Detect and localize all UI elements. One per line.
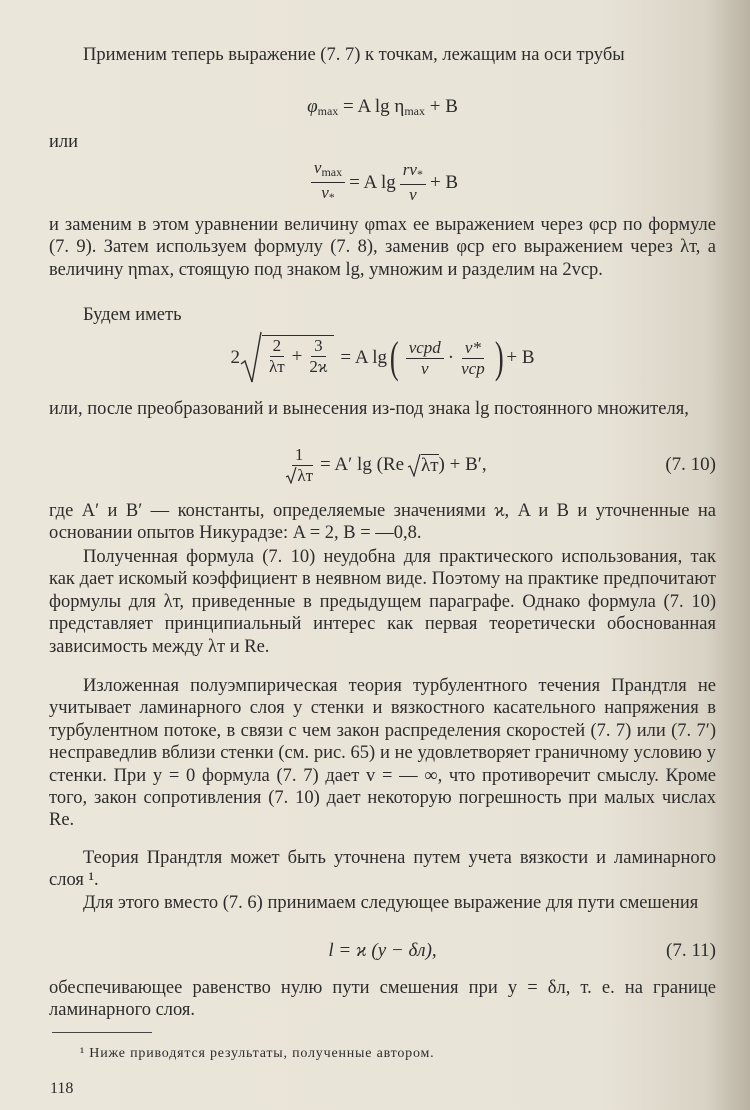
eq-subscript: max	[404, 104, 426, 118]
equation-number: (7. 10)	[665, 454, 716, 475]
left-paren-icon: (	[389, 333, 399, 382]
eq-operator: ·	[447, 347, 455, 368]
eq-operator: +	[291, 345, 303, 367]
equation-phi-max	[49, 96, 716, 119]
eq-body: = A lg η	[343, 96, 405, 117]
paragraph-text: или	[49, 132, 79, 152]
eq-symbol: v*	[464, 337, 481, 357]
eq-subscript: *	[416, 167, 423, 181]
paragraph-intro	[49, 44, 716, 66]
eq-symbol: λт	[421, 454, 439, 476]
eq-subscript: max	[317, 104, 339, 118]
eq-symbol: 2ϰ	[309, 357, 328, 376]
paragraph-substitution	[49, 214, 716, 281]
paragraph-formula-inconvenient	[49, 546, 716, 658]
eq-tail: + B	[506, 347, 535, 368]
paragraph-after-transform	[49, 398, 716, 420]
eq-tail: + B	[429, 171, 459, 193]
eq-symbol: φ	[307, 96, 318, 117]
fraction	[306, 336, 330, 377]
paragraph-text: и заменим в этом уравнении величину φmax ее выражением через φср по формуле (7. 9). Затем используем формулу (7. 8), заменив φср его выражением через λт, а величину ηmax, стоящую под знаком lg, умножим и разделим на 2vср.	[49, 215, 716, 280]
equation-sqrt-formula	[49, 328, 716, 388]
eq-subscript: max	[321, 165, 343, 179]
eq-symbol: vсрd	[408, 337, 441, 357]
eq-symbol: v	[321, 183, 329, 202]
eq-subscript: *	[328, 190, 335, 204]
eq-symbol: v	[313, 158, 322, 177]
eq-symbol: 3	[311, 336, 326, 357]
fraction	[282, 445, 316, 486]
radical-content	[262, 335, 334, 377]
paragraph-text: Теория Прандтля может быть уточнена путем учета вязкости и ламинарного слоя ¹.	[49, 848, 716, 891]
equation-7-10	[49, 442, 716, 488]
eq-body: l = ϰ (y − δл),	[328, 940, 437, 961]
paragraph-refinement	[49, 847, 716, 892]
fraction	[458, 338, 488, 379]
eq-body: = A′ lg (Re	[320, 454, 405, 475]
page-number: 118	[50, 1080, 74, 1097]
radical-sign-icon	[240, 330, 262, 386]
eq-symbol: 2	[270, 336, 285, 357]
equation-7-11	[49, 940, 716, 962]
eq-symbol: ν	[420, 358, 429, 378]
eq-symbol: ν	[409, 185, 417, 204]
paragraph-text: или, после преобразований и вынесения из-под знака lg постоянного множителя,	[49, 399, 689, 419]
eq-body: = A lg	[349, 171, 396, 193]
paragraph-mixing-length	[49, 892, 716, 914]
paragraph-text: Для этого вместо (7. 6) принимаем следующее выражение для пути смешения	[83, 893, 699, 913]
paragraph-constants	[49, 500, 716, 545]
eq-tail: ) + B′,	[438, 454, 487, 475]
fraction	[311, 158, 345, 207]
eq-symbol: 2	[230, 347, 240, 368]
fraction	[406, 338, 444, 379]
eq-symbol: λт	[297, 465, 313, 485]
eq-tail: + B	[429, 96, 458, 117]
paragraph-prandtl-theory	[49, 675, 716, 832]
paragraph-text: Применим теперь выражение (7. 7) к точкам, лежащим на оси трубы	[83, 45, 625, 65]
paragraph-boundary	[49, 977, 716, 1022]
paragraph-text: Будем иметь	[83, 305, 182, 325]
footnote: ¹ Ниже приводятся результаты, полученные автором.	[80, 1046, 435, 1061]
radical-sign-icon	[407, 453, 421, 477]
eq-symbol: 1	[292, 445, 307, 466]
eq-symbol: λт	[268, 357, 285, 376]
eq-body: = A lg	[340, 347, 388, 368]
paragraph-text: Изложенная полуэмпирическая теория турбулентного течения Прандтля не учитывает ламинарного слоя у стенки и вязкостного касательного напряжения в турбулентном потоке, в связи с чем закон распределения скоростей (7. 7) или (7. 7′) несправедлив вблизи стенки (см. рис. 65) и не удовлетворяет граничному условию у стенки. При y = 0 формула (7. 7) дает v = — ∞, что противоречит смыслу. Кроме того, закон сопротивления (7. 10) дает некоторую погрешность при малых числах Re.	[49, 676, 716, 831]
right-paren-icon: )	[494, 333, 504, 382]
footnote-divider	[52, 1032, 152, 1033]
paragraph-we-get	[49, 304, 716, 326]
fraction	[400, 160, 426, 205]
radical-sign-icon	[285, 466, 297, 484]
paragraph-text: где A′ и B′ — константы, определяемые значениями ϰ, A и B и уточненные на основании опытов Никурадзе: A = 2, B = —0,8.	[49, 501, 716, 544]
eq-symbol: rv	[402, 160, 417, 179]
sqrt-denominator	[282, 466, 316, 486]
eq-symbol: vср	[461, 358, 485, 378]
fraction	[266, 336, 288, 377]
equation-velocity-max	[49, 158, 716, 207]
paragraph-or	[49, 131, 716, 153]
paragraph-text: Полученная формула (7. 10) неудобна для практического использования, так как дает искомый коэффициент в неявном виде. Поэтому на практике предпочитают формулы для λт, приведенные в предыдущем параграфе. Однако формула (7. 10) представляет принципиальный интерес как первая теоретически обоснованная зависимость между λт и Re.	[49, 547, 716, 657]
equation-number: (7. 11)	[666, 940, 716, 961]
paragraph-text: обеспечивающее равенство нулю пути смешения при y = δл, т. е. на границе ламинарного слоя.	[49, 978, 716, 1021]
